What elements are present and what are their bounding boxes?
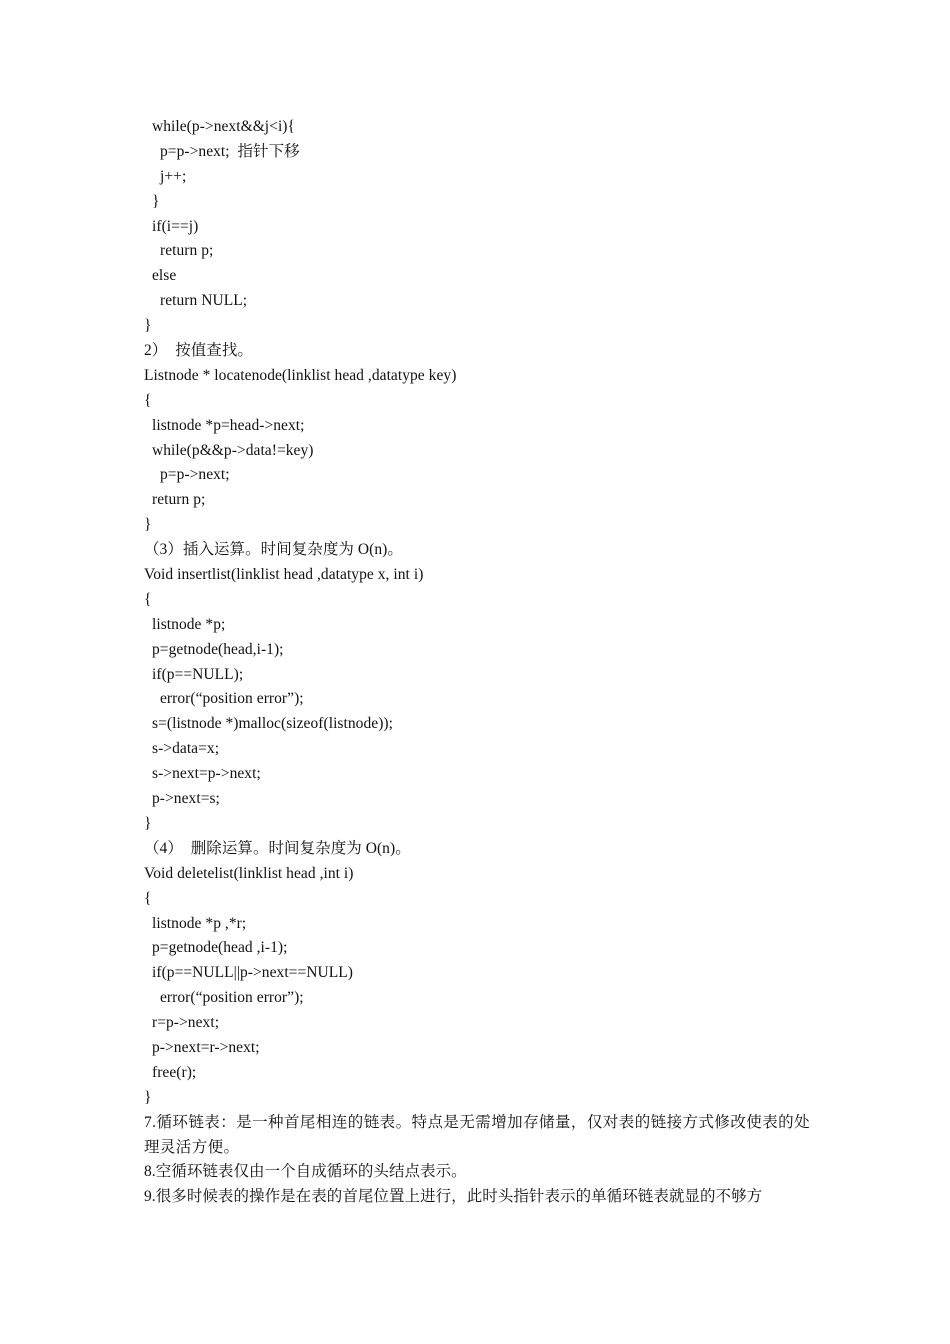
document-body	[144, 115, 810, 1210]
text-line: Void deletelist(linklist head ,int i)	[144, 864, 354, 882]
text-line: p=p->next;	[160, 466, 230, 484]
text-line: }	[144, 1088, 152, 1106]
text-line: j++;	[160, 167, 187, 185]
text-line: 8.空循环链表仅由一个自成循环的头结点表示。	[144, 1163, 467, 1181]
text-line: p=getnode(head,i-1);	[152, 640, 284, 658]
text-line: s->data=x;	[152, 740, 220, 758]
text-line: if(p==NULL||p->next==NULL)	[152, 964, 353, 982]
text-line: }	[144, 516, 152, 534]
text-line: （4） 删除运算。时间复杂度为 O(n)。	[144, 839, 411, 857]
text-line: }	[152, 192, 160, 210]
text-line: }	[144, 814, 152, 832]
text-line: listnode *p;	[152, 615, 226, 633]
text-line: error(“position error”);	[160, 989, 304, 1007]
text-line: return NULL;	[160, 292, 248, 310]
text-line: else	[152, 267, 177, 285]
text-line: s=(listnode *)malloc(sizeof(listnode));	[152, 715, 393, 733]
text-line: if(i==j)	[152, 217, 199, 235]
text-line: s->next=p->next;	[152, 765, 261, 783]
text-line: 2） 按值查找。	[144, 342, 253, 360]
text-line: Listnode * locatenode(linklist head ,datatype key)	[144, 366, 457, 384]
text-line: free(r);	[152, 1063, 197, 1081]
text-line: }	[144, 317, 152, 335]
text-line: {	[144, 889, 152, 907]
text-line: {	[144, 590, 152, 608]
text-line: return p;	[152, 491, 206, 509]
text-line: 7.循环链表：是一种首尾相连的链表。特点是无需增加存储量，仅对表的链接方式修改使表的处理灵活方便。	[144, 1113, 810, 1156]
text-line: while(p&&p->data!=key)	[152, 441, 314, 459]
text-line: r=p->next;	[152, 1014, 220, 1032]
text-line: Void insertlist(linklist head ,datatype x, int i)	[144, 566, 424, 584]
text-line: p->next=s;	[152, 790, 220, 808]
text-line: if(p==NULL);	[152, 665, 244, 683]
text-line: listnode *p ,*r;	[152, 914, 247, 932]
text-line: {	[144, 391, 152, 409]
text-line: p=p->next; 指针下移	[160, 142, 300, 160]
text-line: p=getnode(head ,i-1);	[152, 939, 288, 957]
text-line: return p;	[160, 242, 214, 260]
text-line: 9.很多时候表的操作是在表的首尾位置上进行，此时头指针表示的单循环链表就显的不够方	[144, 1188, 763, 1206]
text-line: while(p->next&&j<i){	[152, 118, 296, 135]
text-line: listnode *p=head->next;	[152, 416, 305, 434]
text-line: （3）插入运算。时间复杂度为 O(n)。	[144, 541, 403, 559]
text-line: p->next=r->next;	[152, 1038, 260, 1056]
text-line: error(“position error”);	[160, 690, 304, 708]
